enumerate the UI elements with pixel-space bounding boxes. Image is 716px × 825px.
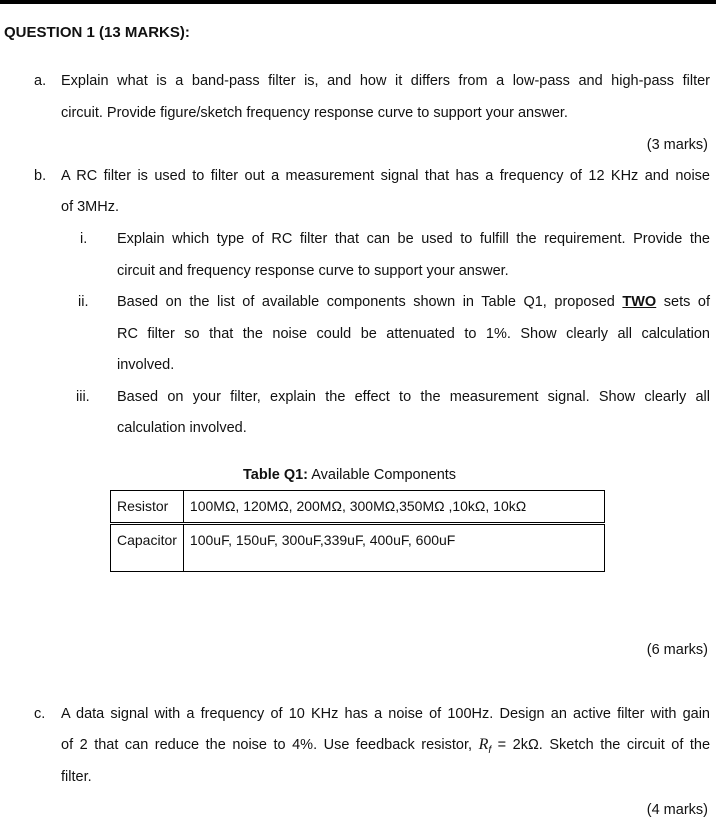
table-caption-label: Table Q1:	[243, 467, 308, 483]
table-row-values: 100uF, 150uF, 300uF,339uF, 400uF, 600uF	[183, 524, 604, 572]
part-a-line2: circuit. Provide figure/sketch frequency response curve to support your answer.	[61, 105, 568, 121]
part-b-ii-emphasis: TWO	[622, 294, 657, 310]
part-b-ii-line3: involved.	[117, 357, 175, 373]
part-b-ii-line1-post: sets of	[663, 294, 710, 310]
question-title: QUESTION 1 (13 MARKS):	[4, 24, 190, 41]
part-c-line2-pre: of 2 that can reduce the noise to 4%. Use feedback resistor,	[61, 737, 473, 753]
part-b-line2: of 3MHz.	[61, 199, 120, 215]
part-c-line3: filter.	[61, 769, 92, 785]
part-a-marks: (3 marks)	[646, 137, 708, 153]
part-b-ii-label: ii.	[78, 294, 89, 310]
table-caption-text: Available Components	[311, 467, 457, 483]
top-rule	[0, 0, 716, 4]
part-b-iii-line2: calculation involved.	[117, 420, 247, 436]
table-caption	[243, 466, 456, 484]
table-row-values: 100MΩ, 120MΩ, 200MΩ, 300MΩ,350MΩ ,10kΩ, 10kΩ	[183, 491, 604, 524]
feedback-resistor-symbol: $R_f$	[478, 736, 492, 756]
part-c-line1: A data signal with a frequency of 10 KHz has a noise of 100Hz. Design an active filter with gain	[61, 706, 710, 722]
part-b-ii-line2: RC filter so that the noise could be attenuated to 1%. Show clearly all calculation	[117, 326, 710, 342]
part-c-line2	[61, 736, 710, 760]
part-b-iii-line1: Based on your filter, explain the effect to the measurement signal. Show clearly all	[117, 389, 710, 405]
table-row	[111, 524, 605, 572]
part-b-ii-line1-pre: Based on the list of available components shown in Table Q1, proposed	[117, 294, 615, 310]
part-b-ii-line1	[117, 293, 710, 311]
part-b-i-line1: Explain which type of RC filter that can be used to fulfill the requirement. Provide the	[117, 231, 710, 247]
components-table	[110, 490, 605, 572]
table-row	[111, 491, 605, 524]
table-row-label: Resistor	[111, 491, 184, 524]
part-c-label: c.	[34, 706, 46, 722]
part-b-i-line2: circuit and frequency response curve to support your answer.	[117, 263, 509, 279]
part-a-label: a.	[34, 73, 47, 89]
part-b-marks: (6 marks)	[646, 642, 708, 658]
part-c-line2-post: = 2kΩ. Sketch the circuit of the	[497, 737, 711, 753]
part-a-line1: Explain what is a band-pass filter is, and how it differs from a low-pass and high-pass filter	[61, 73, 710, 89]
part-b-iii-label: iii.	[76, 389, 90, 405]
part-b-line1: A RC filter is used to filter out a measurement signal that has a frequency of 12 KHz and noise	[61, 168, 710, 184]
part-b-label: b.	[34, 168, 47, 184]
table-row-label: Capacitor	[111, 524, 184, 572]
part-b-i-label: i.	[80, 231, 88, 247]
part-c-marks: (4 marks)	[646, 802, 708, 818]
